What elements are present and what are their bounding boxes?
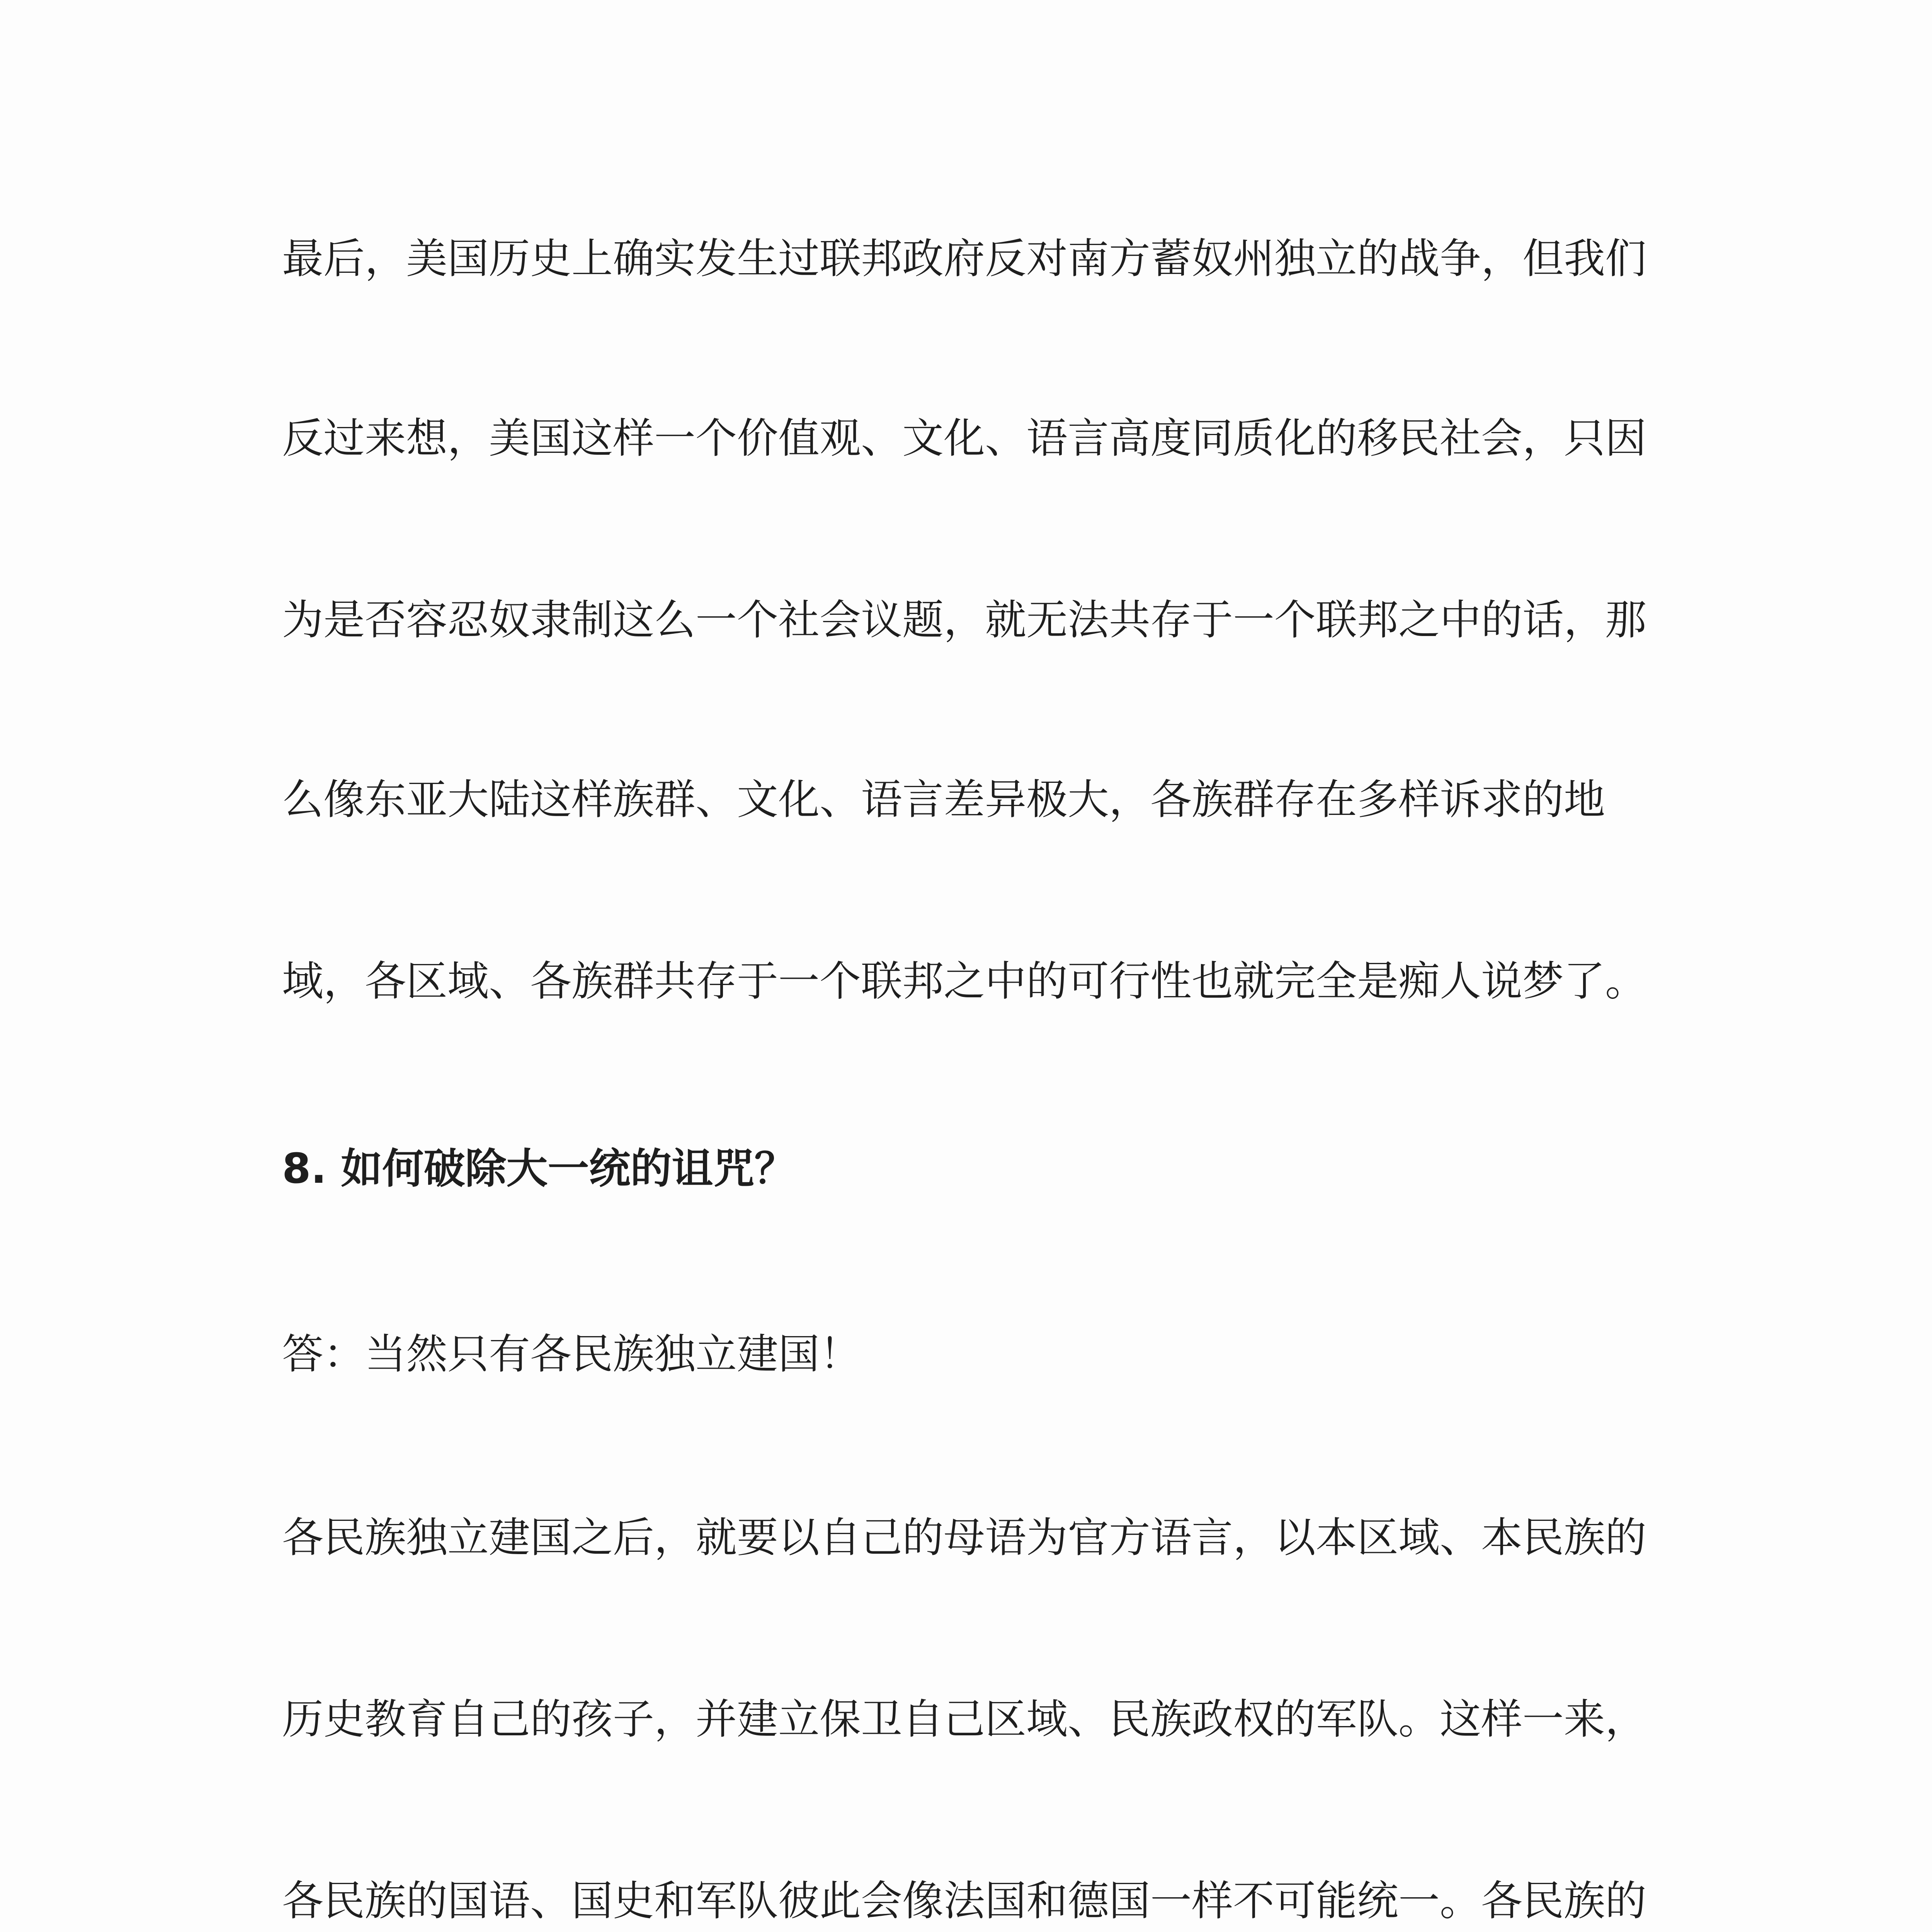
paragraph-1-line-2: 反过来想，美国这样一个价值观、文化、语言高度同质化的移民社会，只因 bbox=[282, 415, 1647, 463]
paragraph-1-line-3: 为是否容忍奴隶制这么一个社会议题，就无法共存于一个联邦之中的话，那 bbox=[282, 596, 1647, 644]
paragraph-1-line-5: 域，各区域、各族群共存于一个联邦之中的可行性也就完全是痴人说梦了。 bbox=[282, 957, 1647, 1005]
section-heading: 8. 如何破除大一统的诅咒？ bbox=[282, 1145, 796, 1193]
paragraph-2-line-3: 各民族的国语、国史和军队彼此会像法国和德国一样不可能统一。各民族的 bbox=[282, 1877, 1647, 1925]
paragraph-1-line-1: 最后，美国历史上确实发生过联邦政府反对南方蓄奴州独立的战争，但我们 bbox=[282, 235, 1647, 283]
paragraph-2-line-1: 各民族独立建国之后，就要以自己的母语为官方语言，以本区域、本民族的 bbox=[282, 1514, 1647, 1562]
answer-line: 答：当然只有各民族独立建国！ bbox=[282, 1330, 861, 1378]
paragraph-1-line-4: 么像东亚大陆这样族群、文化、语言差异极大，各族群存在多样诉求的地 bbox=[282, 776, 1605, 824]
paragraph-2-line-2: 历史教育自己的孩子，并建立保卫自己区域、民族政权的军队。这样一来， bbox=[282, 1696, 1647, 1743]
